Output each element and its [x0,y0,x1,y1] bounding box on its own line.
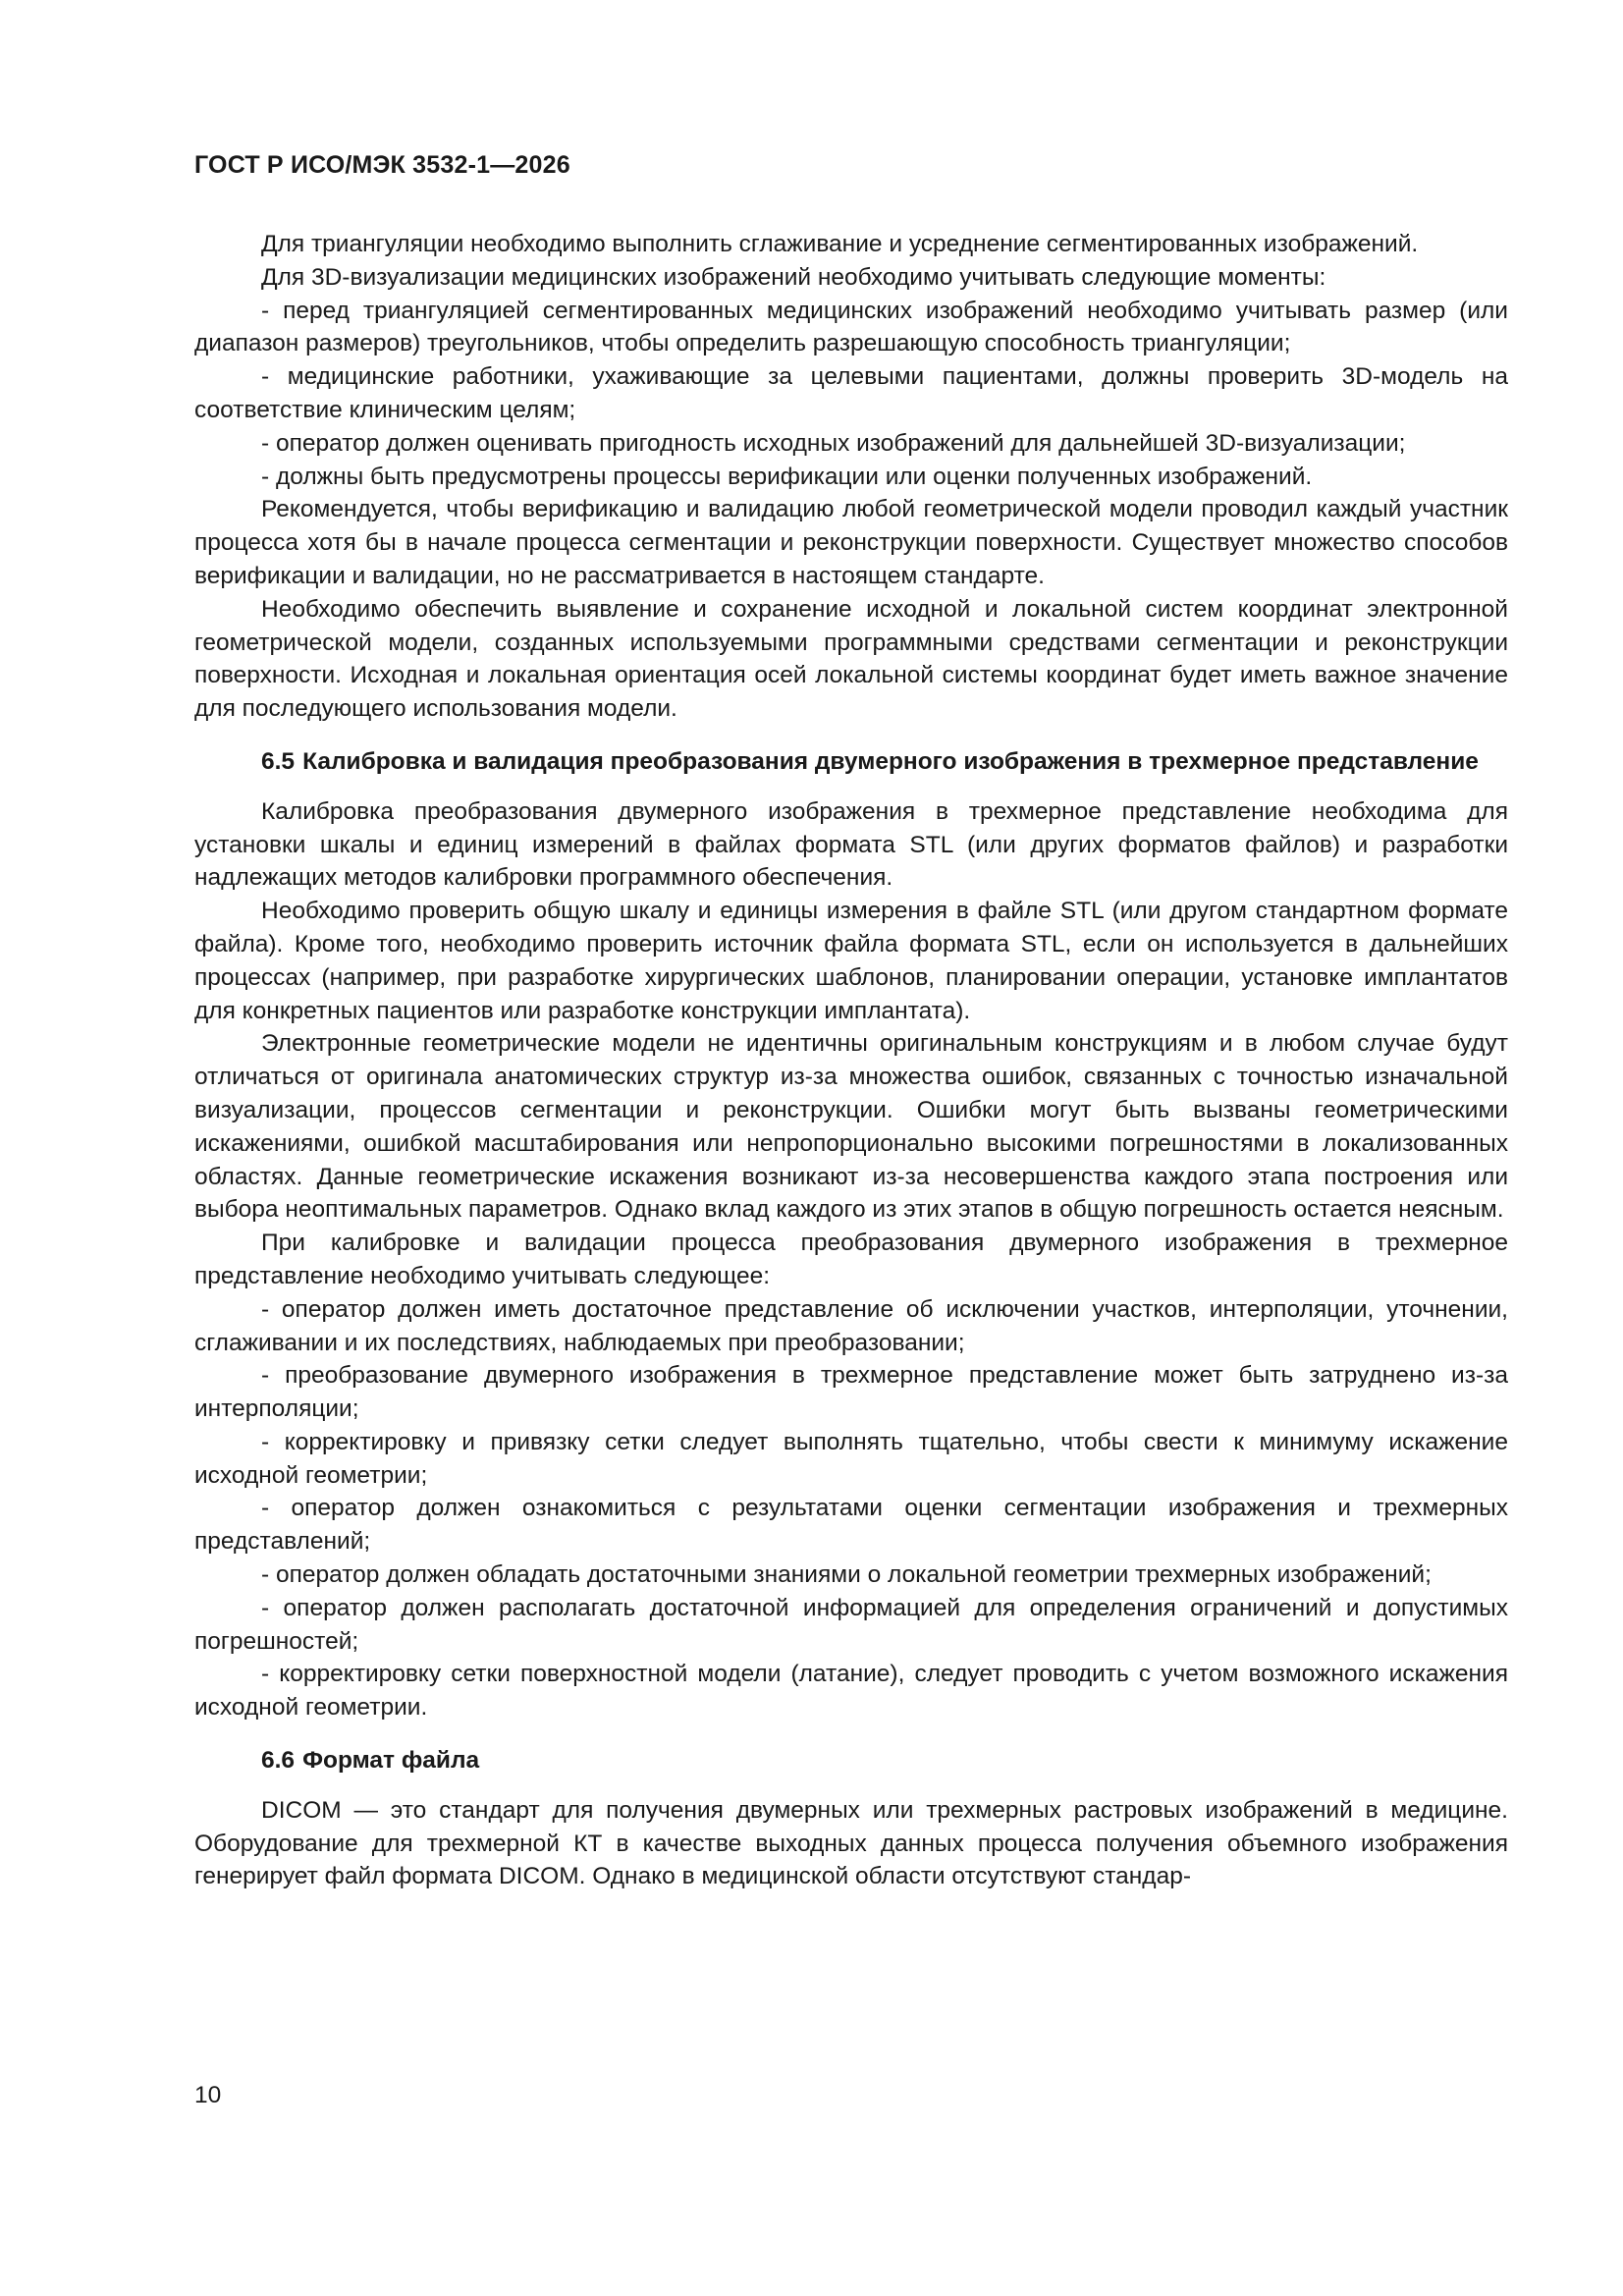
list-item: - оператор должен иметь достаточное представление об исключении участков, интерполяции, уточнении, сглаживании и их последствиях, наблюдаемых при преобразовании; [194,1295,1508,1356]
section-number: 6.5 [261,747,296,775]
list-item: - оператор должен оценивать пригодность исходных изображений для дальнейшей 3D-визуализации; [261,429,1406,457]
list-item: - должны быть предусмотрены процессы верификации или оценки полученных изображений. [261,463,1313,490]
list-item: - оператор должен располагать достаточной информацией для определения ограничений и допустимых погрешностей; [194,1594,1508,1655]
paragraph: Рекомендуется, чтобы верификацию и валидацию любой геометрической модели проводил каждый участник процесса хотя бы в начале процесса сегментации и реконструкции поверхности. Существует множество способов верификации и валидации, но не рассматривается в настоящем стандарте. [194,496,1508,589]
document-body [194,228,1508,1893]
section-heading-6-6 [194,1744,1508,1777]
list-item: - медицинские работники, ухаживающие за целевыми пациентами, должны проверить 3D-модель на соответствие клиническим целям; [194,363,1508,423]
section-title: Калибровка и валидация преобразования двумерного изображения в трехмерное представление [302,747,1479,775]
paragraph: Для триангуляции необходимо выполнить сглаживание и усреднение сегментированных изображений. [261,231,1419,257]
list-item: - перед триангуляцией сегментированных медицинских изображений необходимо учитывать размер (или диапазон размеров) треугольников, чтобы определить разрешающую способность триангуляции; [194,297,1508,357]
section-title: Формат файла [302,1747,480,1775]
section-number: 6.6 [261,1747,296,1775]
paragraph: Калибровка преобразования двумерного изображения в трехмерное представление необходима для установки шкалы и единиц измерений в файлах формата STL (или других форматов файлов) и разработки надлежащих методов калибровки программного обеспечения. [194,797,1508,892]
paragraph: При калибровке и валидации процесса преобразования двумерного изображения в трехмерное представление необходимо учитывать следующее: [194,1230,1508,1289]
section-heading-6-5 [194,745,1508,779]
list-item: - преобразование двумерного изображения в трехмерное представление может быть затруднено из-за интерполяции; [194,1362,1508,1423]
paragraph: Необходимо проверить общую шкалу и единицы измерения в файле STL (или другом стандартном формате файла). Кроме того, необходимо проверить источник файла формата STL, если он используется в дальнейших процессах (например, при разработке хирургических шаблонов, планировании операции, установке имплантатов для конкретных пациентов или разработке конструкции имплантата). [194,898,1508,1024]
page-number: 10 [194,2082,222,2108]
list-item: - оператор должен обладать достаточными знаниями о локальной геометрии трехмерных изображений; [261,1561,1432,1589]
list-item: - корректировку сетки поверхностной модели (латание), следует проводить с учетом возможного искажения исходной геометрии. [194,1661,1508,1722]
paragraph: Необходимо обеспечить выявление и сохранение исходной и локальной систем координат электронной геометрической модели, созданных используемыми программными средствами сегментации и реконструкции поверхности. Исходная и локальная ориентация осей локальной системы координат будет иметь важное значение для последующего использования модели. [194,595,1508,723]
paragraph: DICOM — это стандарт для получения двумерных или трехмерных растровых изображений в медицине. Оборудование для трехмерной КТ в качестве выходных данных процесса получения объемного изображения генерирует файл формата DICOM. Однако в медицинской области отсутствуют стандар- [194,1796,1508,1890]
list-item: - оператор должен ознакомиться с результатами оценки сегментации изображения и трехмерных представлений; [194,1495,1508,1556]
paragraph: Электронные геометрические модели не идентичны оригинальным конструкциям и в любом случае будут отличаться от оригинала анатомических структур из-за множества ошибок, связанных с точностью изначальной визуализации, процессов сегментации и реконструкции. Ошибки могут быть вызваны геометрическими искажениями, ошибкой масштабирования или непропорционально высокими погрешностями в локализованных областях. Данные геометрические искажения возникают из-за несовершенства каждого этапа построения или выбора неоптимальных параметров. Однако вклад каждого из этих этапов в общую погрешность остается неясным. [194,1030,1508,1224]
paragraph: Для 3D-визуализации медицинских изображений необходимо учитывать следующие моменты: [261,263,1326,291]
list-item: - корректировку и привязку сетки следует выполнять тщательно, чтобы свести к минимуму искажение исходной геометрии; [194,1428,1508,1489]
page-header: ГОСТ Р ИСО/МЭК 3532-1—2026 [194,151,570,179]
